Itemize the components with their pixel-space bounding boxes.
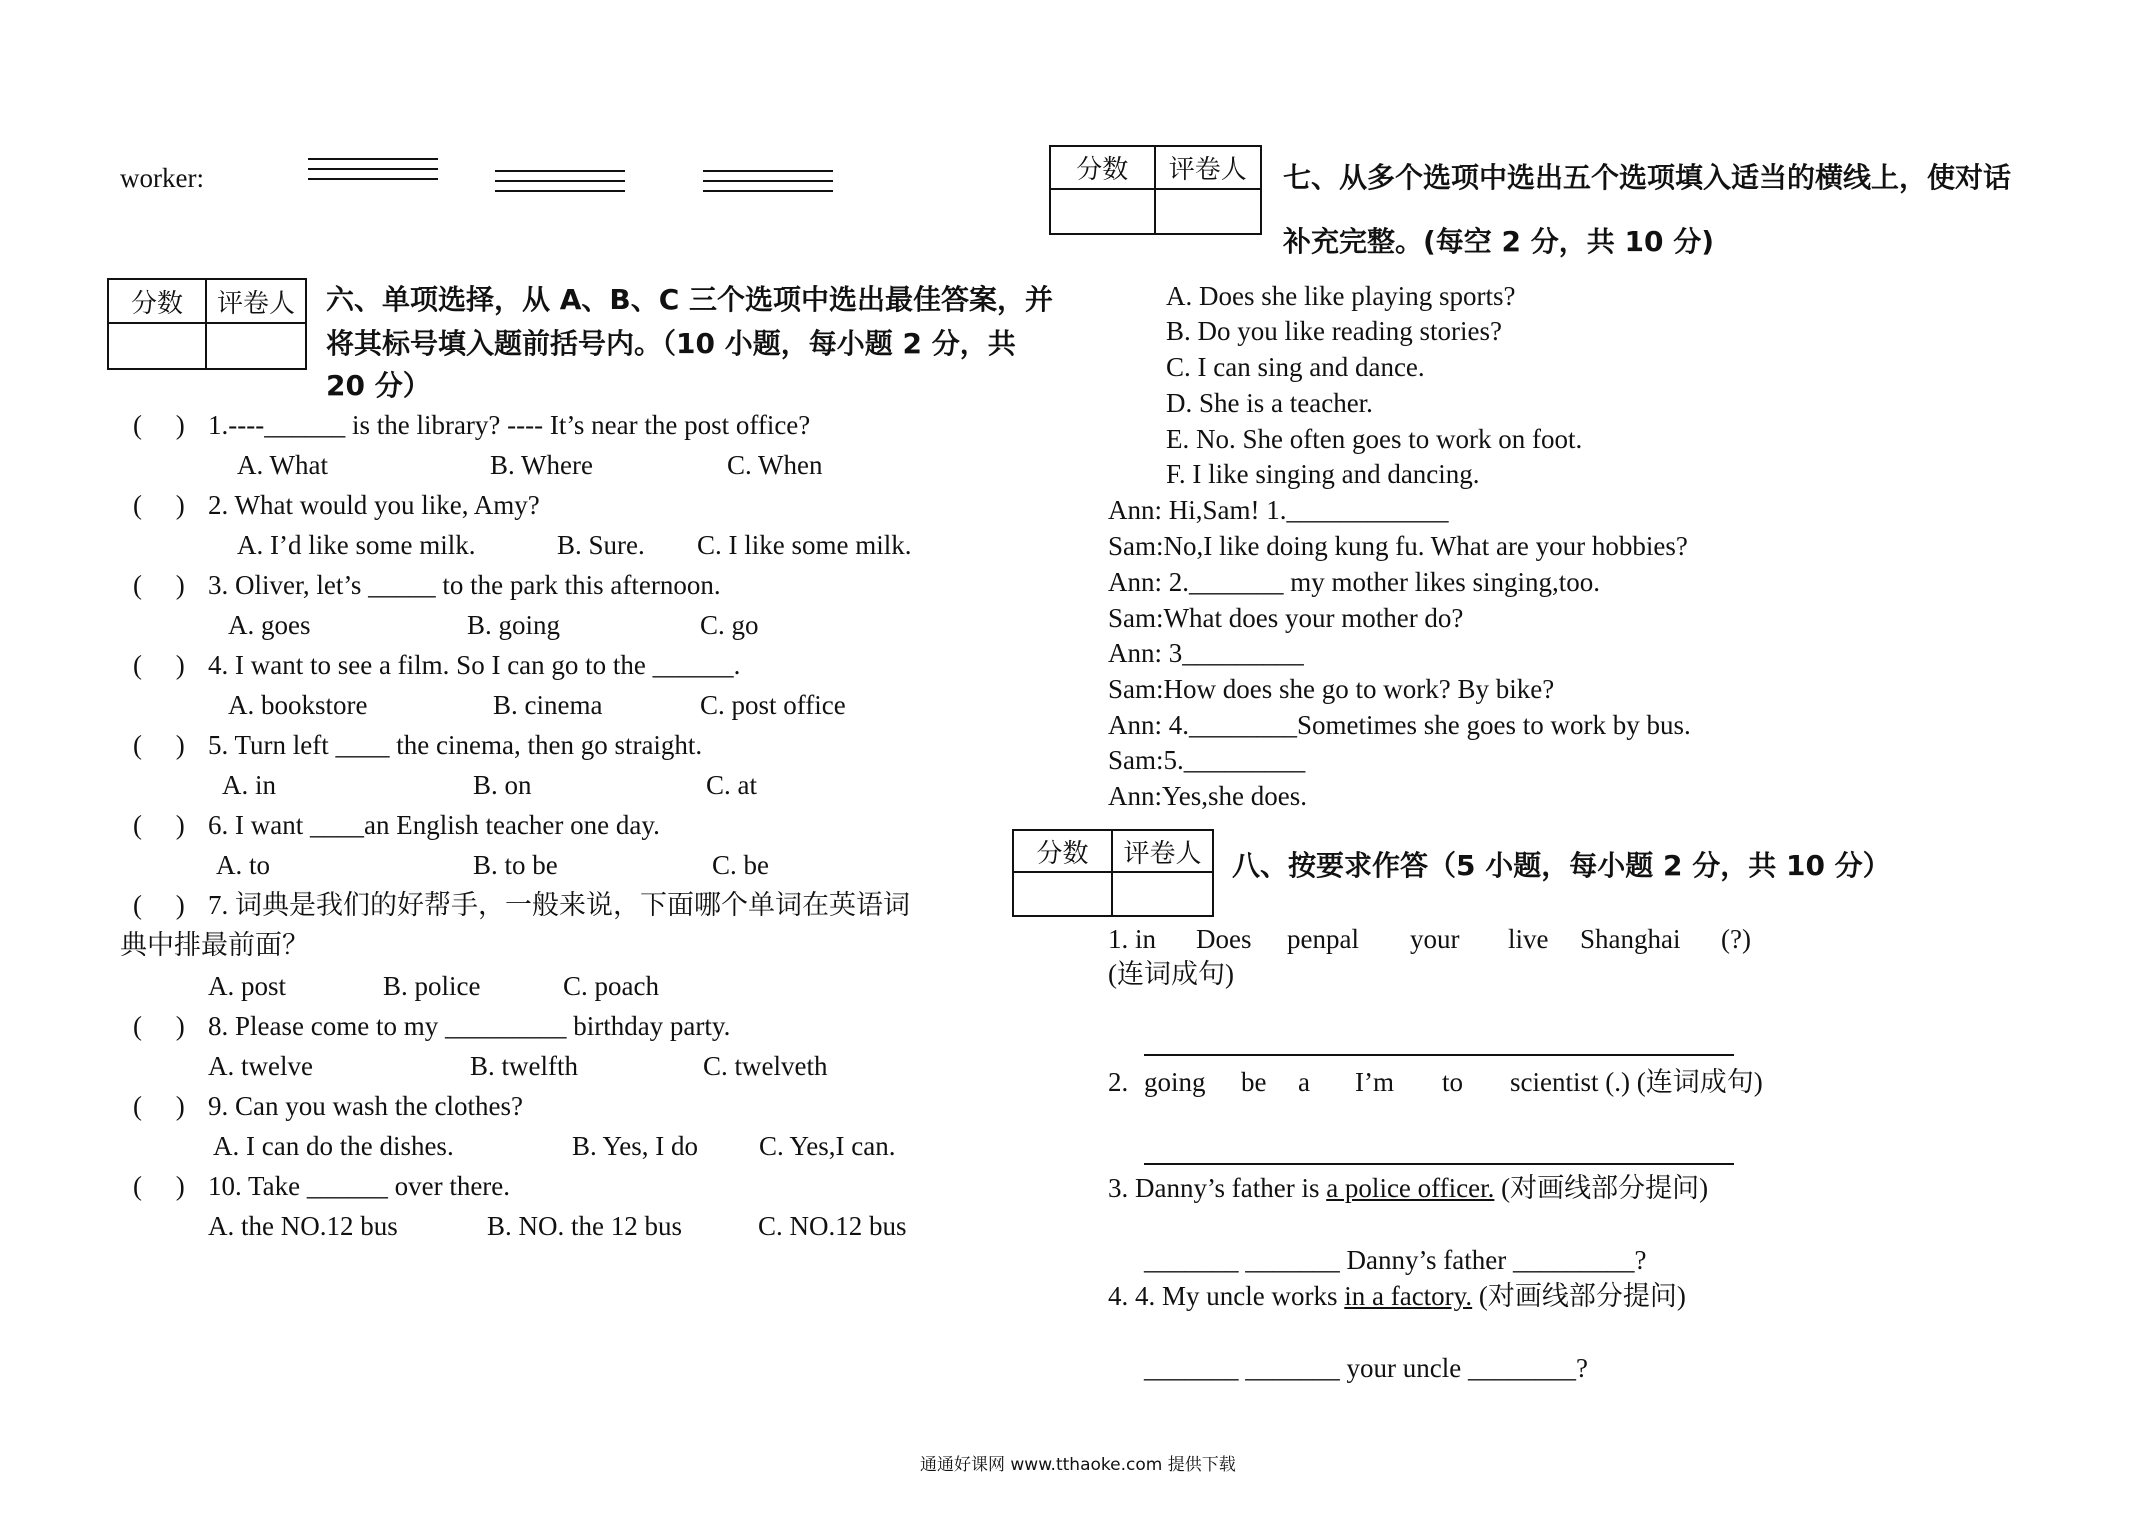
q1-option-a: A. What (237, 450, 328, 480)
s8-q2-word-3: be (1241, 1067, 1267, 1097)
dialogue-line-7: Ann: 4.________Sometimes she goes to work by bus. (1108, 710, 1691, 740)
q5-text: 5. Turn left ____ the cinema, then go straight. (208, 730, 703, 760)
q7-bracket[interactable]: ( ) (133, 890, 185, 920)
score-cell[interactable] (1051, 190, 1156, 233)
grader-label: 评卷人 (1113, 831, 1212, 873)
q7-option-c: C. poach (563, 971, 659, 1001)
q6-option-b: B. to be (473, 850, 558, 880)
score-label: 分数 (1051, 147, 1156, 190)
dialogue-line-9: Ann:Yes,she does. (1108, 781, 1308, 811)
dialogue-line-4: Sam:What does your mother do? (1108, 603, 1464, 633)
q9-bracket[interactable]: ( ) (133, 1091, 185, 1121)
q1-option-b: B. Where (490, 450, 593, 480)
s8-q1-word-1: 1. in (1108, 924, 1157, 954)
worker-blank-2[interactable] (495, 170, 625, 200)
q9-option-b: B. Yes, I do (572, 1131, 699, 1161)
score-cell[interactable] (1014, 873, 1113, 915)
q3-bracket[interactable]: ( ) (133, 570, 185, 600)
q7-option-b: B. police (383, 971, 481, 1001)
s8-q1-word-6: Shanghai (1580, 924, 1681, 954)
s8-q1-answer-line[interactable] (1144, 1054, 1734, 1056)
q4-option-b: B. cinema (493, 690, 603, 720)
dialogue-line-2: Sam:No,I like doing kung fu. What are your hobbies? (1108, 531, 1688, 561)
q8-option-b: B. twelfth (470, 1051, 578, 1081)
q9-option-a: A. I can do the dishes. (213, 1131, 454, 1161)
dialogue-line-8: Sam:5._________ (1108, 745, 1306, 775)
dialogue-line-3: Ann: 2._______ my mother likes singing,too. (1108, 567, 1600, 597)
s8-q2-answer-line[interactable] (1144, 1163, 1734, 1165)
section6-heading-line3: 20 分） (326, 369, 431, 402)
grade-box-section8 (1012, 829, 1214, 917)
s8-q2-word-6: to (1442, 1067, 1464, 1097)
q3-option-b: B. going (467, 610, 561, 640)
worker-blank-3[interactable] (703, 170, 833, 200)
q2-option-b: B. Sure. (557, 530, 645, 560)
s8-q4-underlined: in a factory. (1344, 1281, 1473, 1311)
footer-text: 通通好课网 www.tthaoke.com 提供下载 (920, 1455, 1236, 1475)
q6-text: 6. I want ____an English teacher one day. (208, 810, 660, 840)
s8-q4-answer[interactable]: _______ _______ your uncle ________? (1144, 1353, 1588, 1383)
grader-cell[interactable] (1113, 873, 1212, 915)
grader-cell[interactable] (207, 324, 305, 368)
s8-q1-note: (连词成句) (1108, 959, 1234, 989)
s8-q2-word-7: scientist (.) (连词成句) (1510, 1067, 1763, 1097)
s8-q1-word-3: penpal (1287, 924, 1359, 954)
s8-q1-word-7: (?) (1721, 924, 1751, 954)
q3-option-c: C. go (700, 610, 759, 640)
q7-option-a: A. post (208, 971, 287, 1001)
q5-option-c: C. at (706, 770, 757, 800)
q10-option-c: C. NO.12 bus (758, 1211, 907, 1241)
dialogue-line-6: Sam:How does she go to work? By bike? (1108, 674, 1555, 704)
grader-cell[interactable] (1156, 190, 1261, 233)
s8-q3-text (1108, 1170, 1708, 1206)
grade-box-section7 (1049, 145, 1262, 235)
q3-option-a: A. goes (228, 610, 311, 640)
q10-text: 10. Take ______ over there. (208, 1171, 511, 1201)
q9-option-c: C. Yes,I can. (759, 1131, 896, 1161)
section8-heading: 八、按要求作答（5 小题，每小题 2 分，共 10 分） (1232, 849, 1891, 882)
section6-heading-line2: 将其标号填入题前括号内。（10 小题，每小题 2 分，共 (326, 327, 1016, 360)
worker-label: worker: (120, 163, 204, 193)
s8-q3-underlined: a police officer. (1326, 1173, 1495, 1203)
q2-text: 2. What would you like, Amy? (208, 490, 540, 520)
q6-option-c: C. be (712, 850, 769, 880)
q3-text: 3. Oliver, let’s _____ to the park this afternoon. (208, 570, 721, 600)
dialogue-line-5: Ann: 3_________ (1108, 638, 1304, 668)
s7-option-a: A. Does she like playing sports? (1166, 281, 1516, 311)
q5-option-b: B. on (473, 770, 532, 800)
s7-option-e: E. No. She often goes to work on foot. (1166, 424, 1583, 454)
q10-option-b: B. NO. the 12 bus (487, 1211, 682, 1241)
s8-q4-text (1108, 1278, 1686, 1314)
q4-bracket[interactable]: ( ) (133, 650, 185, 680)
q6-option-a: A. to (216, 850, 270, 880)
q7-text-continued: 典中排最前面？ (120, 930, 309, 960)
q7-text: 7. 词典是我们的好帮手，一般来说，下面哪个单词在英语词 (208, 890, 910, 920)
section7-heading-line2: 补充完整。(每空 2 分，共 10 分) (1283, 225, 1715, 258)
q4-option-a: A. bookstore (228, 690, 368, 720)
score-label: 分数 (109, 280, 207, 324)
s8-q2-word-2: going (1144, 1067, 1206, 1097)
q6-bracket[interactable]: ( ) (133, 810, 185, 840)
q8-option-c: C. twelveth (703, 1051, 828, 1081)
grader-label: 评卷人 (1156, 147, 1261, 190)
s7-option-c: C. I can sing and dance. (1166, 352, 1425, 382)
section7-heading-line1: 七、从多个选项中选出五个选项填入适当的横线上，使对话 (1283, 161, 2012, 194)
score-cell[interactable] (109, 324, 207, 368)
s8-q2-word-5: I’m (1355, 1067, 1394, 1097)
s8-q3-answer[interactable]: _______ _______ Danny’s father _________? (1144, 1245, 1647, 1275)
worker-blank-1[interactable] (308, 158, 438, 188)
s8-q2-word-4: a (1298, 1067, 1310, 1097)
s8-q1-word-5: live (1508, 924, 1549, 954)
q1-bracket[interactable]: ( ) (133, 410, 185, 440)
q10-option-a: A. the NO.12 bus (208, 1211, 398, 1241)
s8-q4-suffix: (对画线部分提问) (1472, 1281, 1686, 1311)
grader-label: 评卷人 (207, 280, 305, 324)
s8-q3-suffix: (对画线部分提问) (1494, 1173, 1709, 1203)
q9-text: 9. Can you wash the clothes? (208, 1091, 523, 1121)
s8-q2-word-1: 2. (1108, 1067, 1129, 1097)
s8-q4-prefix: 4. 4. My uncle works (1108, 1281, 1345, 1311)
dialogue-line-1: Ann: Hi,Sam! 1.____________ (1108, 495, 1449, 525)
s8-q1-word-4: your (1410, 924, 1460, 954)
q8-bracket[interactable]: ( ) (133, 1011, 185, 1041)
q5-option-a: A. in (222, 770, 276, 800)
section6-heading-line1: 六、单项选择，从 A、B、C 三个选项中选出最佳答案，并 (326, 283, 1054, 316)
s7-option-d: D. She is a teacher. (1166, 388, 1373, 418)
q4-option-c: C. post office (700, 690, 846, 720)
grade-box-section6 (107, 278, 307, 370)
q8-text: 8. Please come to my _________ birthday party. (208, 1011, 731, 1041)
s7-option-f: F. I like singing and dancing. (1166, 459, 1480, 489)
q10-bracket[interactable]: ( ) (133, 1171, 185, 1201)
s8-q3-prefix: 3. Danny’s father is (1108, 1173, 1327, 1203)
q1-text: 1.----______ is the library? ---- It’s near the post office? (208, 410, 811, 440)
q8-option-a: A. twelve (208, 1051, 313, 1081)
s7-option-b: B. Do you like reading stories? (1166, 316, 1502, 346)
q4-text: 4. I want to see a film. So I can go to the ______. (208, 650, 741, 680)
q5-bracket[interactable]: ( ) (133, 730, 185, 760)
q2-option-a: A. I’d like some milk. (237, 530, 476, 560)
q1-option-c: C. When (727, 450, 823, 480)
q2-bracket[interactable]: ( ) (133, 490, 185, 520)
s8-q1-word-2: Does (1196, 924, 1252, 954)
q2-option-c: C. I like some milk. (697, 530, 912, 560)
score-label: 分数 (1014, 831, 1113, 873)
